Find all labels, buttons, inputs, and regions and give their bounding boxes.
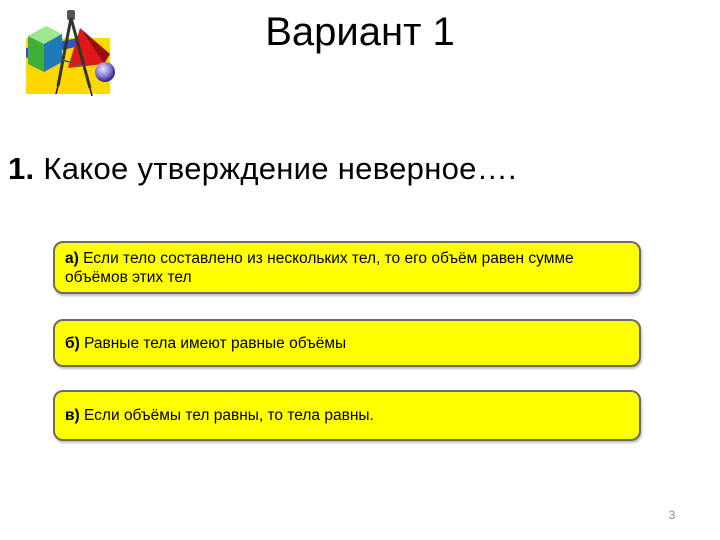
answer-option-a-content bbox=[65, 249, 629, 287]
page-number: 3 bbox=[668, 508, 676, 522]
geometry-shapes-compass-icon bbox=[18, 8, 122, 98]
answer-option-a-text: Если тело составлено из нескольких тел, то его объём равен сумме объёмов этих тел bbox=[65, 249, 574, 286]
answer-option-b-text: Равные тела имеют равные объёмы bbox=[84, 334, 347, 352]
question-number: 1. bbox=[8, 151, 35, 186]
answer-option-b[interactable] bbox=[53, 319, 641, 367]
question-text: Какое утверждение неверное…. bbox=[43, 151, 517, 186]
answer-option-c[interactable] bbox=[53, 390, 641, 441]
answer-option-c-letter: в) bbox=[65, 407, 80, 424]
answer-option-a-letter: а) bbox=[65, 249, 79, 267]
answer-option-b-content bbox=[65, 334, 346, 353]
slide-title: Вариант 1 bbox=[265, 10, 455, 54]
answer-option-b-letter: б) bbox=[65, 334, 80, 352]
question bbox=[8, 150, 517, 188]
answer-option-c-text: Если объёмы тел равны, то тела равны. bbox=[84, 407, 374, 424]
answer-option-a[interactable] bbox=[53, 241, 641, 294]
answer-option-c-content bbox=[65, 406, 374, 425]
